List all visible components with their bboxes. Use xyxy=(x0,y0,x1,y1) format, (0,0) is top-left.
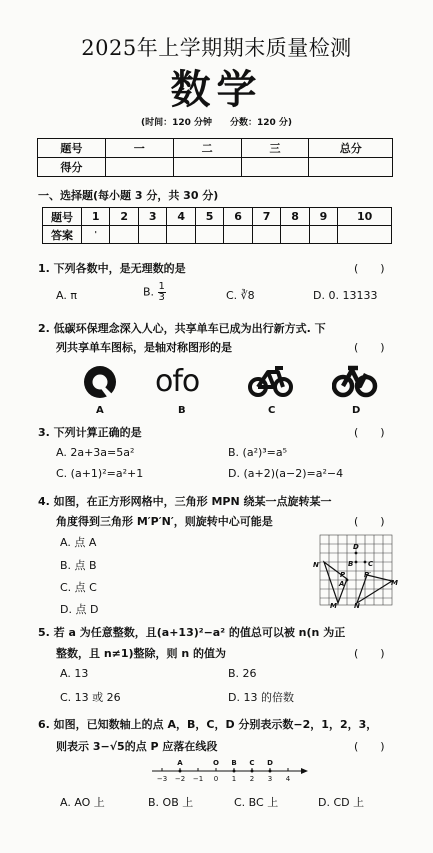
bike-logo-d-icon xyxy=(332,364,378,400)
question-5-option-c: C. 13 或 26 xyxy=(60,691,121,704)
question-3-option-c: C. (a+1)²=a²+1 xyxy=(56,467,144,480)
question-5-option-d: D. 13 的倍数 xyxy=(228,691,294,704)
option-b-letter: B. xyxy=(143,285,155,299)
question-6-option-d: D. CD 上 xyxy=(318,796,365,809)
axis-tick-label: −2 xyxy=(174,775,186,783)
score-cell[interactable] xyxy=(105,158,173,177)
question-5-stem-line1: 5. 若 a 为任意整数，且(a+13)²−a² 的值总可以被 n(n 为正 xyxy=(38,626,346,639)
score-header-cell: 总分 xyxy=(309,139,393,158)
section-heading: 一、选择题(每小题 3 分，共 30 分) xyxy=(38,189,219,202)
logo-label-b: B xyxy=(178,405,186,416)
fraction-numerator: 1 xyxy=(158,281,165,292)
question-4-option-d: D. 点 D xyxy=(60,603,99,616)
score-table xyxy=(37,138,393,177)
axis-point-b: B xyxy=(231,759,237,767)
exam-title: 2025年上学期期末质量检测 xyxy=(81,36,352,60)
logo-label-c: C xyxy=(268,405,276,416)
rotation-grid-figure xyxy=(312,533,398,609)
answer-cell[interactable] xyxy=(167,226,195,244)
score-header-cell: 一 xyxy=(105,139,173,158)
answer-number: 6 xyxy=(224,208,252,226)
answer-number: 10 xyxy=(338,208,392,226)
score-header-cell: 题号 xyxy=(38,139,106,158)
question-2-stem-line2: 列共享单车图标，是轴对称图形的是 xyxy=(56,341,232,354)
question-5-stem-line2: 整数，且 n≠1)整除，则 n 的值为 xyxy=(56,647,227,660)
question-6-option-c: C. BC 上 xyxy=(234,796,279,809)
exam-meta: (时间：120 分钟 分数：120 分) xyxy=(140,118,293,128)
question-1-option-d: D. 0. 13133 xyxy=(313,289,378,302)
question-4-option-c: C. 点 C xyxy=(60,581,97,594)
question-1-option-a: A. π xyxy=(56,289,77,302)
axis-tick-label: −1 xyxy=(192,775,204,783)
answer-number: 8 xyxy=(281,208,309,226)
axis-tick-label: 2 xyxy=(249,775,255,783)
question-6-option-b: B. OB 上 xyxy=(148,796,194,809)
question-5-option-b: B. 26 xyxy=(228,667,257,680)
question-6-stem-line2: 则表示 3−√5的点 P 应落在线段 xyxy=(56,740,218,753)
bike-logo-c-icon xyxy=(248,364,294,398)
answer-row-label: 题号 xyxy=(43,208,82,226)
axis-tick-label: −3 xyxy=(156,775,168,783)
number-line-figure xyxy=(150,757,310,785)
score-cell[interactable] xyxy=(309,158,393,177)
bike-logo-a-icon xyxy=(80,362,120,402)
question-4-stem-line1: 4. 如图，在正方形网格中，三角形 MPN 绕某一点旋转某一 xyxy=(38,495,332,508)
answer-table xyxy=(42,207,392,244)
score-header-cell: 二 xyxy=(173,139,241,158)
answer-row-label: 答案 xyxy=(43,226,82,244)
question-4-option-b: B. 点 B xyxy=(60,559,97,572)
question-1-answer-paren: ( ) xyxy=(354,262,385,275)
grid-label-d: D xyxy=(353,543,359,551)
question-1-stem: 1. 下列各数中，是无理数的是 xyxy=(38,262,186,275)
question-5-answer-paren: ( ) xyxy=(354,647,385,660)
answer-number: 3 xyxy=(138,208,166,226)
ofo-logo: ofo xyxy=(155,364,200,399)
question-4-option-a: A. 点 A xyxy=(60,536,97,549)
grid-label-p-prime: P′ xyxy=(364,571,371,579)
answer-cell[interactable] xyxy=(252,226,280,244)
grid-label-c: C xyxy=(368,560,374,568)
question-4-stem-line2: 角度得到三角形 M′P′N′，则旋转中心可能是 xyxy=(56,515,273,528)
grid-label-m-prime: M′ xyxy=(330,602,339,609)
question-2-stem-line1: 2. 低碳环保理念深入人心，共享单车已成为出行新方式. 下 xyxy=(38,322,326,335)
answer-cell[interactable] xyxy=(224,226,252,244)
question-3-option-b: B. (a²)³=a⁵ xyxy=(228,446,288,459)
axis-tick-label: 3 xyxy=(267,775,273,783)
fraction-denominator: 3 xyxy=(158,292,165,303)
score-cell[interactable] xyxy=(173,158,241,177)
answer-cell[interactable] xyxy=(309,226,337,244)
axis-point-c: C xyxy=(249,759,255,767)
question-1-option-b xyxy=(143,282,166,303)
question-1-option-c: C. ∛8 xyxy=(226,289,255,302)
grid-label-a: A xyxy=(339,580,345,588)
fraction xyxy=(158,282,166,303)
grid-label-n: N xyxy=(354,602,360,609)
axis-tick-label: 1 xyxy=(231,775,237,783)
question-3-option-a: A. 2a+3a=5a² xyxy=(56,446,135,459)
axis-point-o: O xyxy=(213,759,219,767)
score-row-label: 得分 xyxy=(38,158,106,177)
answer-cell[interactable] xyxy=(338,226,392,244)
axis-tick-label: 4 xyxy=(285,775,291,783)
answer-cell[interactable] xyxy=(281,226,309,244)
question-3-answer-paren: ( ) xyxy=(354,426,385,439)
axis-point-a: A xyxy=(177,759,183,767)
answer-cell[interactable] xyxy=(138,226,166,244)
answer-cell[interactable]: ' xyxy=(82,226,110,244)
question-3-stem: 3. 下列计算正确的是 xyxy=(38,426,142,439)
axis-tick-label: 0 xyxy=(213,775,219,783)
grid-label-n-prime: N′ xyxy=(313,561,321,569)
answer-cell[interactable] xyxy=(195,226,223,244)
answer-number: 4 xyxy=(167,208,195,226)
grid-label-b: B xyxy=(348,560,354,568)
logo-label-a: A xyxy=(96,405,104,416)
question-6-option-a: A. AO 上 xyxy=(60,796,105,809)
score-header-cell: 三 xyxy=(241,139,309,158)
triangles xyxy=(324,562,392,603)
answer-number: 5 xyxy=(195,208,223,226)
grid-label-m: M xyxy=(391,579,398,587)
axis-point-d: D xyxy=(267,759,273,767)
question-5-option-a: A. 13 xyxy=(60,667,89,680)
question-4-answer-paren: ( ) xyxy=(354,515,385,528)
grid-label-p: P xyxy=(340,571,346,579)
subject-title: 数学 xyxy=(170,67,263,113)
score-cell[interactable] xyxy=(241,158,309,177)
question-3-option-d: D. (a+2)(a−2)=a²−4 xyxy=(228,467,344,480)
answer-number: 9 xyxy=(309,208,337,226)
answer-number: 7 xyxy=(252,208,280,226)
logo-label-d: D xyxy=(352,405,361,416)
question-6-answer-paren: ( ) xyxy=(354,740,385,753)
answer-number: 1 xyxy=(82,208,110,226)
answer-number: 2 xyxy=(110,208,138,226)
question-6-stem-line1: 6. 如图，已知数轴上的点 A，B，C，D 分别表示数−2，1，2，3， xyxy=(38,718,378,731)
question-2-answer-paren: ( ) xyxy=(354,341,385,354)
answer-cell[interactable] xyxy=(110,226,138,244)
